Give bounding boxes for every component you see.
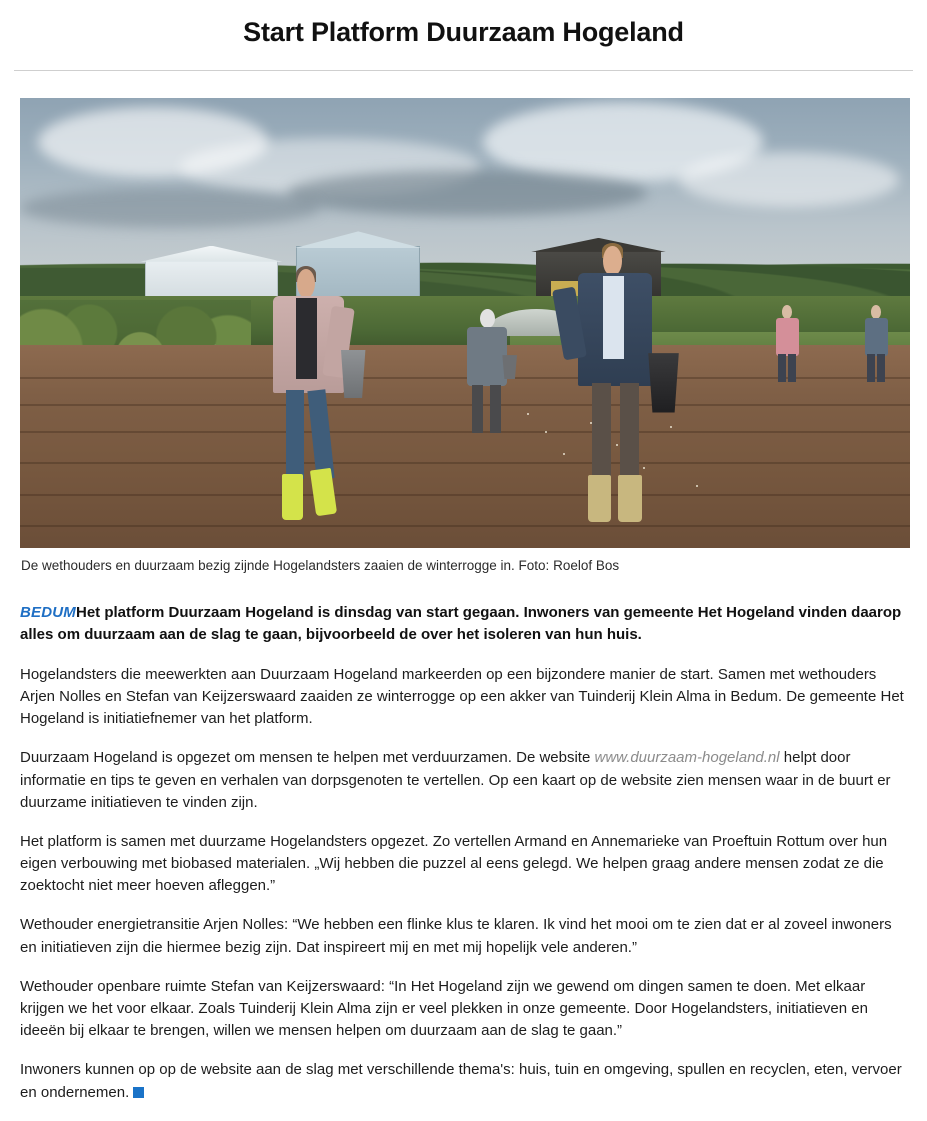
website-text-before: Duurzaam Hogeland is opgezet om mensen te helpen met verduurzamen. De website [20,749,595,767]
cloud [20,188,320,228]
seed-grain [545,431,547,433]
person-head [782,305,792,319]
person-leg [620,383,640,481]
person-leg [778,354,786,382]
rubber-boot [282,474,303,520]
person-leg [592,383,612,481]
person-head [871,305,881,319]
website-text-after: helpt door informatie en tips te geven en verhalen van dorpsgenoten te vertellen. Op een kaart op de website zien mensen waar in de buurt er duurzame initiatieven te vinden zijn. [20,749,891,811]
person-leg [472,385,483,434]
title-divider [14,70,913,71]
person-jacket [776,318,799,356]
person-head [297,269,315,299]
page-title: Start Platform Duurzaam Hogeland [243,17,684,47]
person-leg [877,354,885,382]
article-page [0,16,927,1104]
paragraph-1: Hogelandsters die meewerkten aan Duurzaam Hogeland markeerden op een bijzondere manier de start. Samen met wethouders Arjen Nolles en Stefan van Keijzerswaard zaaiden ze winterrogge op een akker van Tuinderij Klein Alma in Bedum. De gemeente Het Hogeland is initiatiefnemer van het platform. [20,665,904,728]
article-lede [20,602,910,646]
figure-caption: De wethouders en duurzaam bezig zijnde Hogelandsters zaaien de winterrogge in. Foto: Roelof Bos [21,557,620,573]
field-furrow [20,494,910,496]
seed-bucket [646,353,681,412]
dateline: BEDUM [20,604,76,622]
cloud [679,152,899,207]
person-alderman-left [260,269,367,539]
lede-text: Het platform Duurzaam Hogeland is dinsdag van start gegaan. Inwoners van gemeente Het Hogeland vinden daarop alles om duurzaam aan de slag te gaan, bijvoorbeeld de over het isoleren van hun huis. [20,604,902,644]
person-jacket [865,318,888,356]
field-furrow [20,462,910,464]
person-jacket [467,327,507,386]
website-url[interactable]: www.duurzaam-hogeland.nl [594,749,780,767]
person-head [603,246,622,276]
article-figure [20,98,911,575]
article-photo [20,98,910,548]
field-furrow [20,525,910,527]
person-background-sower [456,309,518,444]
person-head [480,309,495,328]
paragraph-website [20,747,910,814]
paragraph-4: Wethouder openbare ruimte Stefan van Keijzerswaard: “In Het Hogeland zijn we gewend om dingen samen te doen. Met elkaar krijgen we het voor elkaar. Zoals Tuinderij Klein Alma zijn er veel plekken in onze gemeente. Door Hogelandsters, initiatieven en ideeën bij elkaar te brengen, willen we mensen helpen om duurzaam aan de slag te gaan.” [20,977,868,1040]
rubber-boot [588,475,611,523]
person-leg [307,390,334,481]
person-shirt [603,276,624,359]
person-alderman-right [563,246,679,543]
end-mark-icon [133,1087,144,1098]
person-leg [286,390,304,479]
seed-grain [643,467,645,469]
person-shirt [296,298,317,379]
person-leg [490,385,501,434]
seed-grain [590,422,592,424]
paragraph-3: Wethouder energietransitie Arjen Nolles: “We hebben een flinke klus te klaren. Ik vind het mooi om te zien dat er al zoveel inwoners en initiatieven zijn die hiermee bezig zijn. Dat inspireert mij en met mij hopelijk vele anderen.” [20,916,892,956]
paragraph-2: Het platform is samen met duurzame Hogelandsters opgezet. Zo vertellen Armand en Annemarieke van Proeftuin Rottum over hun eigen verbouwing met biobased materialen. „Wij hebben die puzzel al eens gelegd. We helpen graag andere mensen zodat ze die zoektocht niet meer hoeven afleggen.” [20,832,888,895]
rubber-boot [618,475,641,523]
closing-text: Inwoners kunnen op op de website aan de slag met verschillende thema's: huis, tuin en omgeving, spullen en recyclen, eten, vervoer en ondernemen. [20,1061,902,1101]
person-leg [788,354,796,382]
article-body [20,602,910,1104]
person-leg [867,354,875,382]
paragraph-closing [20,1059,910,1103]
person-bystander [861,305,891,382]
person-bystander [772,305,802,382]
cloud [287,170,647,216]
